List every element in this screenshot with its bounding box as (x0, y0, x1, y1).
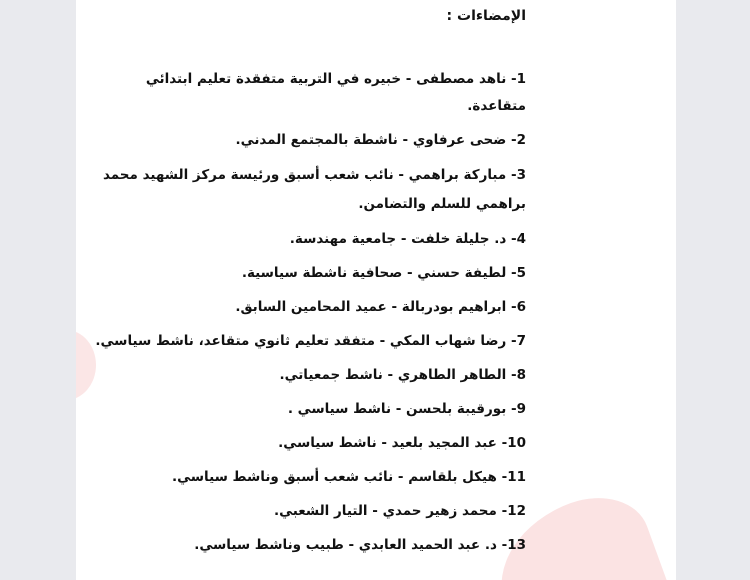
list-item: 1- ناهد مصطفى - خبيره في التربية متفقدة تعليم ابتدائي متقاعدة. (145, 71, 526, 114)
list-item: 10- عبد المجيد بلعيد - ناشط سياسي. (278, 435, 526, 451)
list-item: 4- د. جليلة خلفت - جامعية مهندسة. (289, 231, 526, 247)
list-item: 2- ضحى عرفاوي - ناشطة بالمجتمع المدني. (235, 132, 526, 148)
list-item: 11- هيكل بلقاسم - نائب شعب أسبق وناشط سياسي. (171, 469, 526, 485)
list-item: 12- محمد زهير حمدي - التيار الشعبي. (273, 503, 526, 519)
list-item: 5- لطيفة حسني - صحافية ناشطة سياسية. (241, 265, 526, 281)
signatories-section (86, 8, 526, 566)
list-item: 7- رضا شهاب المكي - متفقد تعليم ثانوي متقاعد، ناشط سياسي. (95, 333, 526, 349)
list-item: 8- الطاهر الطاهري - ناشط جمعياتي. (279, 367, 526, 383)
list-item: 3- مباركة براهمي - نائب شعب أسبق ورئيسة مركز الشهيد محمد براهمي للسلم والتضامن. (102, 167, 526, 212)
section-title: الإمضاءات : (446, 8, 526, 24)
document-page (76, 0, 676, 580)
list-item: 13- د. عبد الحميد العابدي - طبيب وناشط سياسي. (194, 537, 526, 553)
list-item: 9- بورقيبة بلحسن - ناشط سياسي . (287, 401, 526, 417)
list-item: 6- ابراهيم بودربالة - عميد المحامين السابق. (235, 299, 526, 315)
